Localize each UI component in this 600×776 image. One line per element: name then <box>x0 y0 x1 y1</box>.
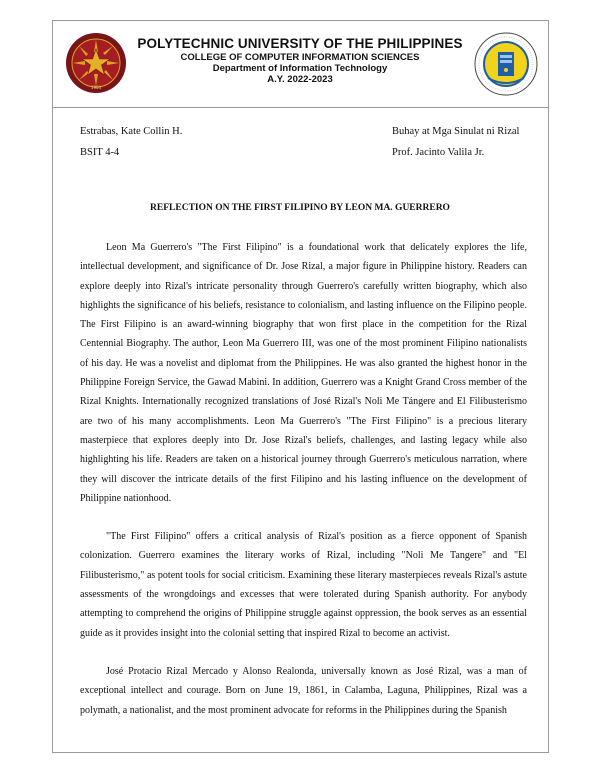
student-section: BSIT 4-4 <box>80 147 120 158</box>
seal-year: 1904 <box>90 85 102 90</box>
paragraph: "The First Filipino" offers a critical analysis of Rizal's position as a fierce opponent of Spanish colonization. Guerrero examines the literary works of Rizal, including "Noli Me Tangere" and "El Filibusterismo," as potent tools for social criticism. Examining these literary masterpieces reveals Rizal's astute assessments of the wrongdoings and excesses that were tolerated during Spanish authority. For anybody attempting to comprehend the origins of Philippine struggle against oppression, the book serves as an essential guide as it provides insight into the colonial setting that inspired Rizal to become an activist. <box>80 531 527 639</box>
letterhead-text <box>130 36 470 85</box>
ccis-seal-logo <box>474 32 538 96</box>
university-name: POLYTECHNIC UNIVERSITY OF THE PHILIPPINES <box>137 36 463 51</box>
college-name: COLLEGE OF COMPUTER INFORMATION SCIENCES <box>180 52 420 63</box>
department-name: Department of Information Technology <box>212 63 388 74</box>
paragraph: José Protacio Rizal Mercado y Alonso Realonda, universally known as José Rizal, was a man of exceptional intellect and courage. Born on June 19, 1861, in Calamba, Laguna, Philippines, Rizal was a polymath, a nationalist, and the most prominent advocate for reforms in the Philippines during the Spanish <box>80 665 527 716</box>
pup-seal-logo <box>65 32 127 94</box>
student-name: Estrabas, Kate Collin H. <box>80 126 183 137</box>
document-title: REFLECTION ON THE FIRST FILIPINO BY LEON MA. GUERRERO <box>150 203 450 213</box>
paragraph: Leon Ma Guerrero's "The First Filipino" is a foundational work that delicately explores the life, intellectual development, and significance of Dr. Jose Rizal, a major figure in Philippine history. Readers can explore deeply into Rizal's intricate personality through Guerrero's carefully written biography, which also highlights the significance of his beliefs, resistance to colonialism, and lasting influence on the Filipino people. The First Filipino is an award-winning biography that won first place in the competition for the Rizal Centennial Biography. The author, Leon Ma Guerrero III, was one of the most prominent Filipino nationalists of his day. He was a novelist and diplomat from the Philippines. He was also granted the highest honor in the Philippine Foreign Service, the Gawad Mabini. In addition, Guerrero was a Knight Grand Cross member of the Rizal Knights. Internationally recognized translations of José Rizal's Noli Me Tángere and El Filibusterismo are two of his many accomplishments. Leon Ma Guerrero's "The First Filipino" is a precious literary masterpiece that explores deeply into Dr. Jose Rizal's beliefs, challenges, and lasting legacy while also highlighting his life. Readers are taken on a historical journey through Guerrero's meticulous narration, where they will discover the intricate details of the first Filipino and his lasting influence on the development of Philippine nationhood. <box>80 242 527 504</box>
course-subject: Buhay at Mga Sinulat ni Rizal <box>392 126 520 137</box>
document-body <box>80 238 527 739</box>
course-professor: Prof. Jacinto Valila Jr. <box>392 147 485 158</box>
academic-year: A.Y. 2022-2023 <box>267 74 333 85</box>
